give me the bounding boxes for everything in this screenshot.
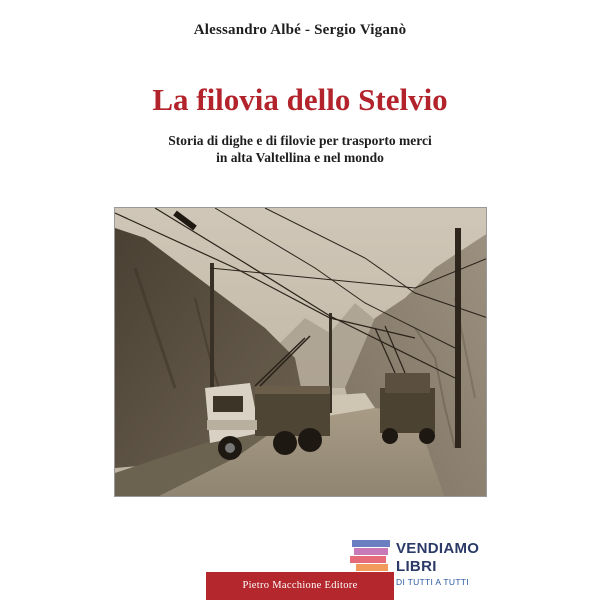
subtitle-line-1: Storia di dighe e di filovie per trasporto merci	[168, 133, 432, 148]
book-subtitle	[0, 132, 600, 166]
trolleybus-photo-icon	[115, 208, 487, 497]
logo-text-vendiamo: VENDIAMO	[396, 540, 480, 557]
publisher-label: Pietro Macchione Editore	[206, 572, 394, 600]
logo-text-libri: LIBRI	[396, 558, 437, 575]
cover-photo	[114, 207, 487, 497]
book-title: La filovia dello Stelvio	[152, 82, 448, 117]
subtitle-line-2: in alta Valtellina e nel mondo	[216, 150, 384, 165]
logo-tagline: DI TUTTI A TUTTI	[396, 577, 469, 587]
book-authors: Alessandro Albé - Sergio Viganò	[193, 22, 407, 38]
